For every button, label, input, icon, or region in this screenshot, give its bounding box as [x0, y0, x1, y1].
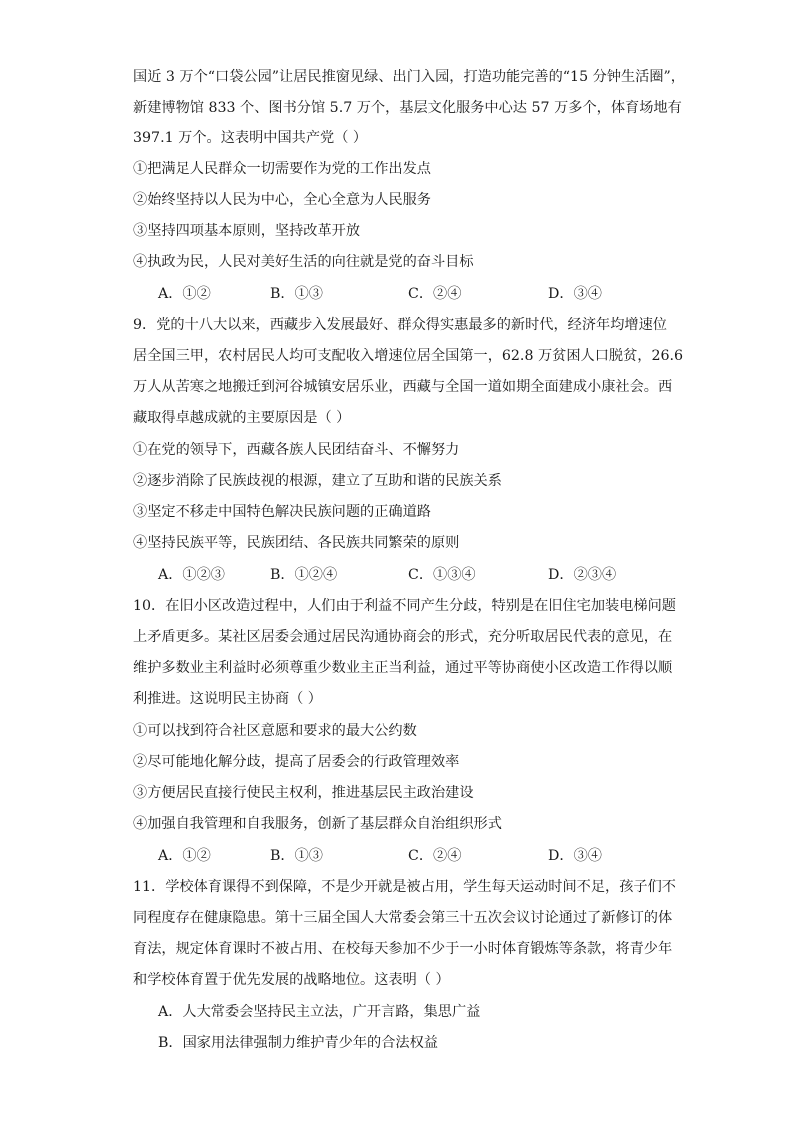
q8-stem-line-1: 国近 3 万个“口袋公园”让居民推窗见绿、出门入园，打造功能完善的“15 分钟生活圈”， — [133, 69, 685, 85]
q10-stem-line-2: 上矛盾更多。某社区居委会通过居民沟通协商会的形式，充分听取居民代表的意见，在 — [133, 629, 673, 645]
q8-item-3: ③坚持四项基本原则，坚持改革开放 — [133, 223, 361, 239]
q10-option-d[interactable]: D．③④ — [548, 848, 602, 864]
q11-stem-line-2: 同程度存在健康隐患。第十三届全国人大常委会第三十五次会议讨论通过了新修订的体 — [133, 910, 673, 926]
q8-item-2: ②始终坚持以人民为中心，全心全意为人民服务 — [133, 192, 431, 208]
q11-option-b[interactable]: B．国家用法律强制力维护青少年的合法权益 — [158, 1035, 438, 1051]
q9-option-d[interactable]: D．②③④ — [548, 567, 617, 583]
q8-option-b[interactable]: B．①③ — [270, 286, 323, 302]
q9-item-4: ④坚持民族平等，民族团结、各民族共同繁荣的原则 — [133, 535, 460, 551]
q10-item-3: ③方便居民直接行使民主权利，推进基层民主政治建设 — [133, 785, 474, 801]
q11-stem-line-3: 育法，规定体育课时不被占用、在校每天参加不少于一小时体育锻炼等条款，将青少年 — [133, 941, 673, 957]
q8-option-a[interactable]: A．①② — [158, 286, 211, 302]
q9-option-a[interactable]: A．①②③ — [158, 567, 225, 583]
q11-option-a[interactable]: A．人大常委会坚持民主立法，广开言路，集思广益 — [158, 1004, 481, 1020]
q11-stem-line-1: 11．学校体育课得不到保障，不是少开就是被占用，学生每天运动时间不足，孩子们不 — [133, 879, 676, 895]
q8-option-d[interactable]: D．③④ — [548, 286, 602, 302]
q9-item-1: ①在党的领导下，西藏各族人民团结奋斗、不懈努力 — [133, 442, 460, 458]
q9-option-c[interactable]: C．①③④ — [408, 567, 476, 583]
q9-stem-line-4: 藏取得卓越成就的主要原因是（ ） — [133, 410, 351, 426]
q9-stem-line-2: 居全国三甲，农村居民人均可支配收入增速位居全国第一，62.8 万贫困人口脱贫，26.6 — [133, 348, 684, 364]
q8-option-c[interactable]: C．②④ — [408, 286, 462, 302]
q10-option-a[interactable]: A．①② — [158, 848, 211, 864]
q8-stem-line-3: 397.1 万个。这表明中国共产党（ ） — [133, 130, 368, 146]
q9-item-2: ②逐步消除了民族歧视的根源，建立了互助和谐的民族关系 — [133, 473, 502, 489]
q8-item-1: ①把满足人民群众一切需要作为党的工作出发点 — [133, 161, 431, 177]
q9-item-3: ③坚定不移走中国特色解决民族问题的正确道路 — [133, 504, 431, 520]
q8-item-4: ④执政为民，人民对美好生活的向往就是党的奋斗目标 — [133, 254, 474, 270]
q10-stem-line-1: 10．在旧小区改造过程中，人们由于利益不同产生分歧，特别是在旧住宅加装电梯问题 — [133, 598, 676, 614]
q10-stem-line-3: 维护多数业主利益时必须尊重少数业主正当利益，通过平等协商使小区改造工作得以顺 — [133, 660, 673, 676]
q9-stem-line-1: 9．党的十八大以来，西藏步入发展最好、群众得实惠最多的新时代，经济年均增速位 — [133, 317, 667, 333]
q8-stem-line-2: 新建博物馆 833 个、图书分馆 5.7 万个，基层文化服务中心达 57 万多个，体育场地有 — [133, 100, 682, 116]
q9-stem-line-3: 万人从苦寒之地搬迁到河谷城镇安居乐业，西藏与全国一道如期全面建成小康社会。西 — [133, 379, 673, 395]
q10-item-1: ①可以找到符合社区意愿和要求的最大公约数 — [133, 723, 417, 739]
q10-item-2: ②尽可能地化解分歧，提高了居委会的行政管理效率 — [133, 754, 460, 770]
q10-stem-line-4: 利推进。这说明民主协商（ ） — [133, 691, 322, 707]
q9-option-b[interactable]: B．①②④ — [270, 567, 338, 583]
q10-option-c[interactable]: C．②④ — [408, 848, 462, 864]
q10-option-b[interactable]: B．①③ — [270, 848, 323, 864]
q11-stem-line-4: 和学校体育置于优先发展的战略地位。这表明（ ） — [133, 972, 450, 988]
q10-item-4: ④加强自我管理和自我服务，创新了基层群众自治组织形式 — [133, 816, 502, 832]
